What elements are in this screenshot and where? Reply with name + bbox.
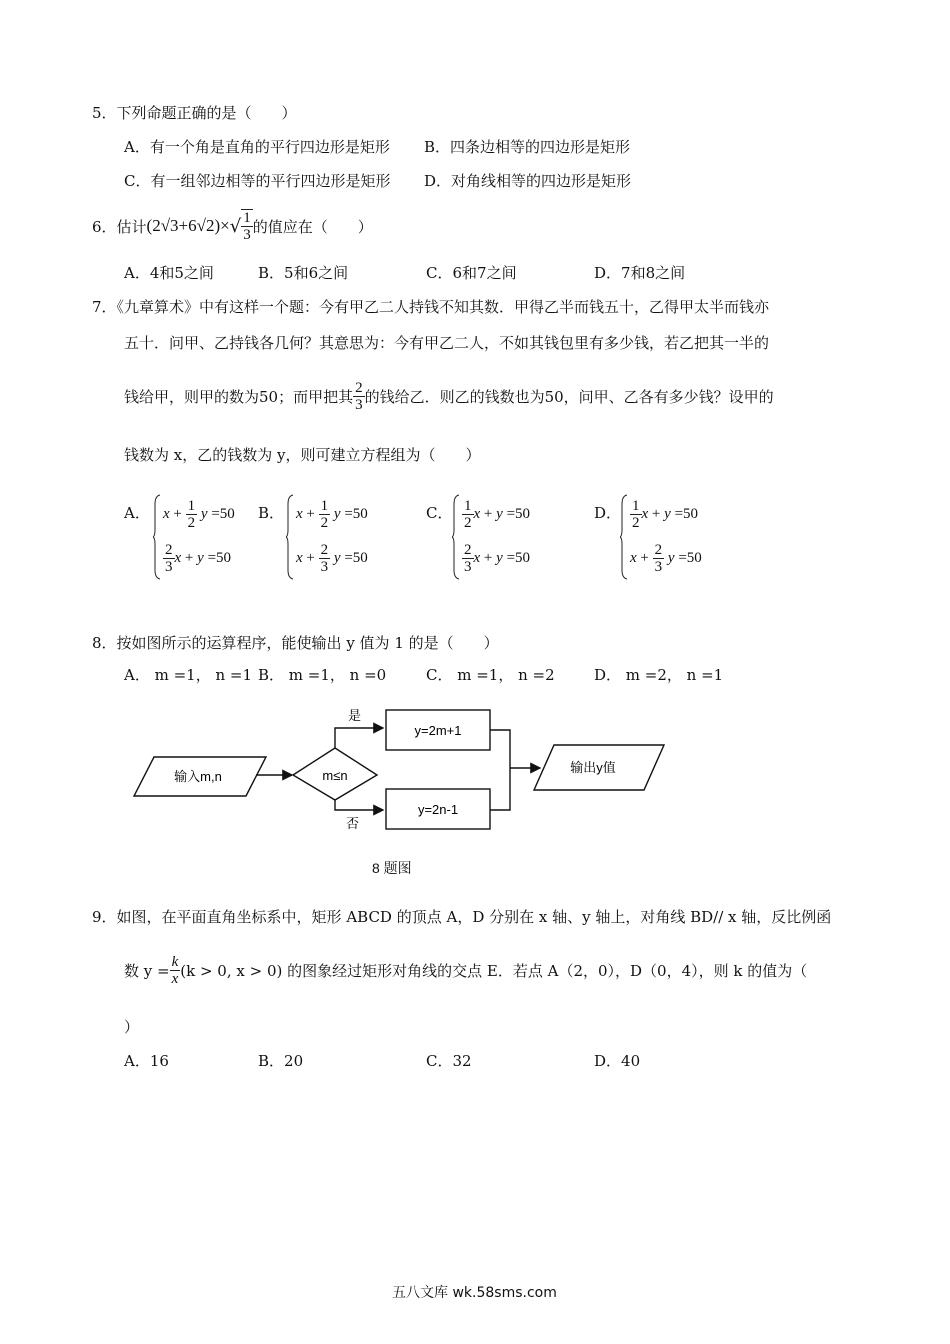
q9-option-c: C．32 xyxy=(426,1052,472,1070)
yes-box-label: y=2m+1 xyxy=(414,723,462,738)
q8-option-d: D． m =2， n =1 xyxy=(594,666,724,684)
q8-stem: 8．按如图所示的运算程序，能使输出 y 值为 1 的是（ ） xyxy=(92,634,499,652)
q5-option-c: C．有一组邻边相等的平行四边形是矩形 xyxy=(124,172,391,190)
q7-line4: 钱数为 x，乙的钱数为 y，则可建立方程组为（ ） xyxy=(124,446,481,464)
q9-line1: 9．如图，在平面直角坐标系中，矩形 ABCD 的顶点 A，D 分别在 x 轴、y 轴上，对角线 BD// x 轴，反比例函 xyxy=(92,908,832,926)
q9-option-b: B．20 xyxy=(258,1052,304,1070)
q6-option-a: A．4和5之间 xyxy=(124,264,214,282)
arrow-no xyxy=(335,800,383,810)
q9-option-a: A．16 xyxy=(124,1052,169,1070)
q6-option-b: B．5和6之间 xyxy=(258,264,349,282)
q7-option-b-label: B． xyxy=(258,504,285,522)
q5-option-b: B．四条边相等的四边形是矩形 xyxy=(424,138,631,156)
input-label: 输入m,n xyxy=(174,769,222,784)
merge-line xyxy=(490,730,510,810)
q5-option-d: D．对角线相等的四边形是矩形 xyxy=(424,172,632,190)
no-box-label: y=2n-1 xyxy=(417,802,459,817)
q9-line2 xyxy=(124,954,807,987)
q5-stem: 5．下列命题正确的是（ ） xyxy=(92,104,297,122)
q9-line2-start: 数 y = xyxy=(124,962,170,980)
q8-option-a: A． m =1， n =1 xyxy=(124,666,253,684)
q9-option-d: D．40 xyxy=(594,1052,641,1070)
q7-line2: 五十．问甲、乙持钱各几何？其意思为：今有甲乙二人，不如其钱包里有多少钱，若乙把其一半的 xyxy=(124,334,770,352)
q7-fraction: $\frac{2}{3}$ xyxy=(355,380,363,413)
q7-option-a-label: A． xyxy=(124,504,150,522)
q6-prefix: 6．估计 xyxy=(92,217,147,236)
arrow-yes xyxy=(335,728,383,748)
q7-line3-start: 钱给甲，则甲的数为50；而甲把其 xyxy=(124,388,354,406)
yes-label: 是 xyxy=(348,708,362,723)
q8-caption: 8 题图 xyxy=(372,860,412,876)
q6-stem: 6．估计 (2√3+6√2)× √ $\frac{1}{3}$ 的值应在（ ） xyxy=(92,210,373,243)
output-label: 输出y值 xyxy=(570,760,616,775)
q8-flowchart xyxy=(120,700,680,850)
q6-fraction: $\frac{1}{3}$ xyxy=(243,210,251,243)
q7-option-d-label: D． xyxy=(594,504,622,522)
condition-label: m≤n xyxy=(322,768,348,783)
q6-option-c: C．6和7之间 xyxy=(426,264,517,282)
q9-line2-end: (k > 0, x > 0) 的图象经过矩形对角线的交点 E．若点 A（2，0），D（0，4），则 k 的值为（ xyxy=(180,962,808,980)
q5-option-a: A．有一个角是直角的平行四边形是矩形 xyxy=(124,138,390,156)
no-label: 否 xyxy=(346,816,360,831)
q8-option-b: B． m =1， n =0 xyxy=(258,666,387,684)
q8-option-c: C． m =1， n =2 xyxy=(426,666,555,684)
q7-line3 xyxy=(124,380,774,413)
footer-watermark: 五八文库 wk.58sms.com xyxy=(392,1285,557,1301)
q7-line1: 7．《九章算术》中有这样一个题：今有甲乙二人持钱不知其数．甲得乙半而钱五十，乙得甲太半而钱亦 xyxy=(92,298,770,316)
q9-line3: ） xyxy=(124,1018,140,1036)
q7-line3-end: 的钱给乙．则乙的钱数也为50，问甲、乙各有多少钱？设甲的 xyxy=(364,388,774,406)
q6-suffix: 的值应在（ ） xyxy=(252,217,373,236)
q6-option-d: D．7和8之间 xyxy=(594,264,686,282)
q7-option-c-label: C． xyxy=(426,504,453,522)
q9-fraction: $\frac{k}{x}$ xyxy=(171,954,179,987)
q6-expression: (2√3+6√2)× xyxy=(146,216,230,235)
